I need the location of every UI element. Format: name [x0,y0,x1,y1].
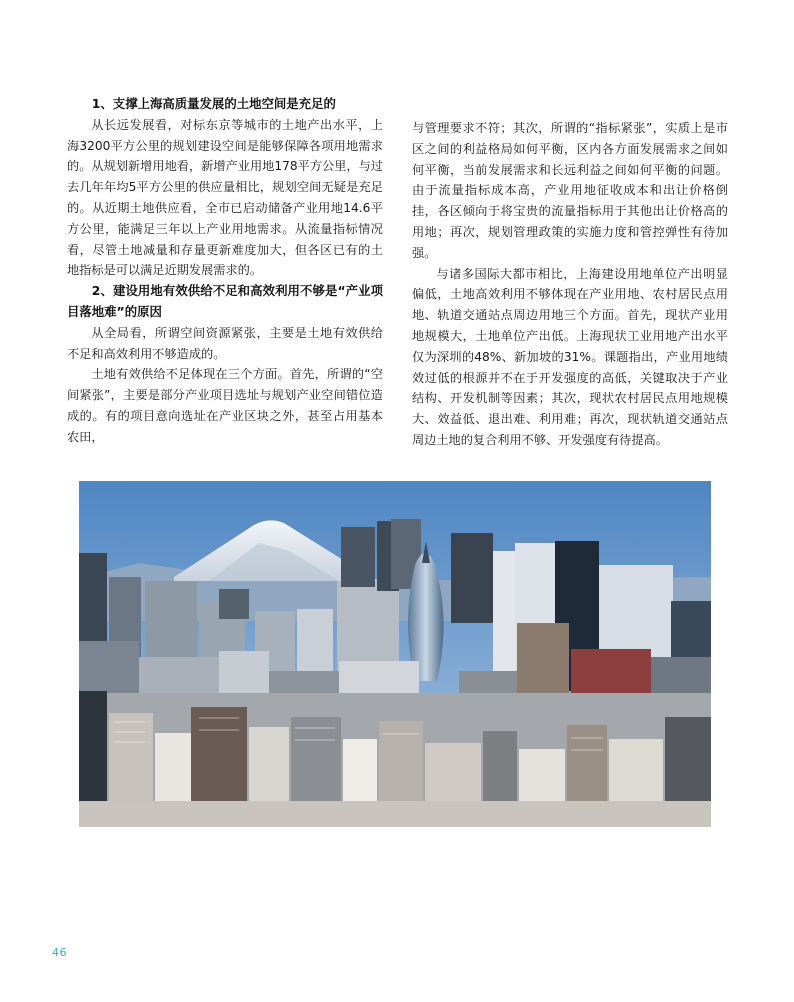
left-column [67,94,383,448]
paragraph-continued: 与管理要求不符；其次，所谓的“指标紧张”，实质上是市区之间的利益格局如何平衡，区内各方面发展需求之间如何平衡，当前发展需求和长远利益之间如何平衡的问题。由于流量指标成本高，产业用地征收成本和出让价格倒挂，各区倾向于将宝贵的流量指标用于其他出让价格高的用地；再次，规划管理政策的实施力度和管控弹性有待加强。 [412,121,728,260]
paragraph-1: 从长远发展看，对标东京等城市的土地产出水平，上海3200平方公里的规划建设空间是能够保障各项用地需求的。从规划新增用地看，新增产业用地178平方公里，与过去几年年均5平方公里的供应量相比，规划空间无疑是充足的。从近期土地供应看，全市已启动储备产业用地14.6平方公里，能满足三年以上产业用地需求。从流量指标情况看，尽管土地减量和存量更新难度加大，但各区已有的土地指标是可以满足近期发展需求的。 [67,117,383,278]
right-column [412,118,728,451]
section-heading-2: 2、建设用地有效供给不足和高效利用不够是“产业项目落地难”的原因 [67,283,383,319]
paragraph-2: 从全局看，所谓空间资源紧张，主要是土地有效供给不足和高效利用不够造成的。 [67,325,383,361]
page-number: 46 [52,946,67,959]
foreground-city [79,691,711,827]
paragraph-3: 土地有效供给不足体现在三个方面。首先，所谓的“空间紧张”，主要是部分产业项目选址与规划产业空间错位造成的。有的项目意向选址在产业区块之外，甚至占用基本农田， [67,367,383,444]
city-skyline-photo [79,481,711,827]
section-heading-1: 1、支撑上海高质量发展的土地空间是充足的 [91,96,336,111]
paragraph-4: 与诸多国际大都市相比，上海建设用地单位产出明显偏低，土地高效利用不够体现在产业用地、农村居民点用地、轨道交通站点周边用地三个方面。首先，现状产业用地规模大，土地单位产出低。上海现状工业用地产出水平仅为深圳的48%、新加坡的31%。课题指出，产业用地绩效过低的根源并不在于开发强度的高低，关键取决于产业结构、开发机制等因素；其次，现状农村居民点用地规模大、效益低、退出难、利用难；再次，现状轨道交通站点周边土地的复合利用不够、开发强度有待提高。 [412,266,728,447]
